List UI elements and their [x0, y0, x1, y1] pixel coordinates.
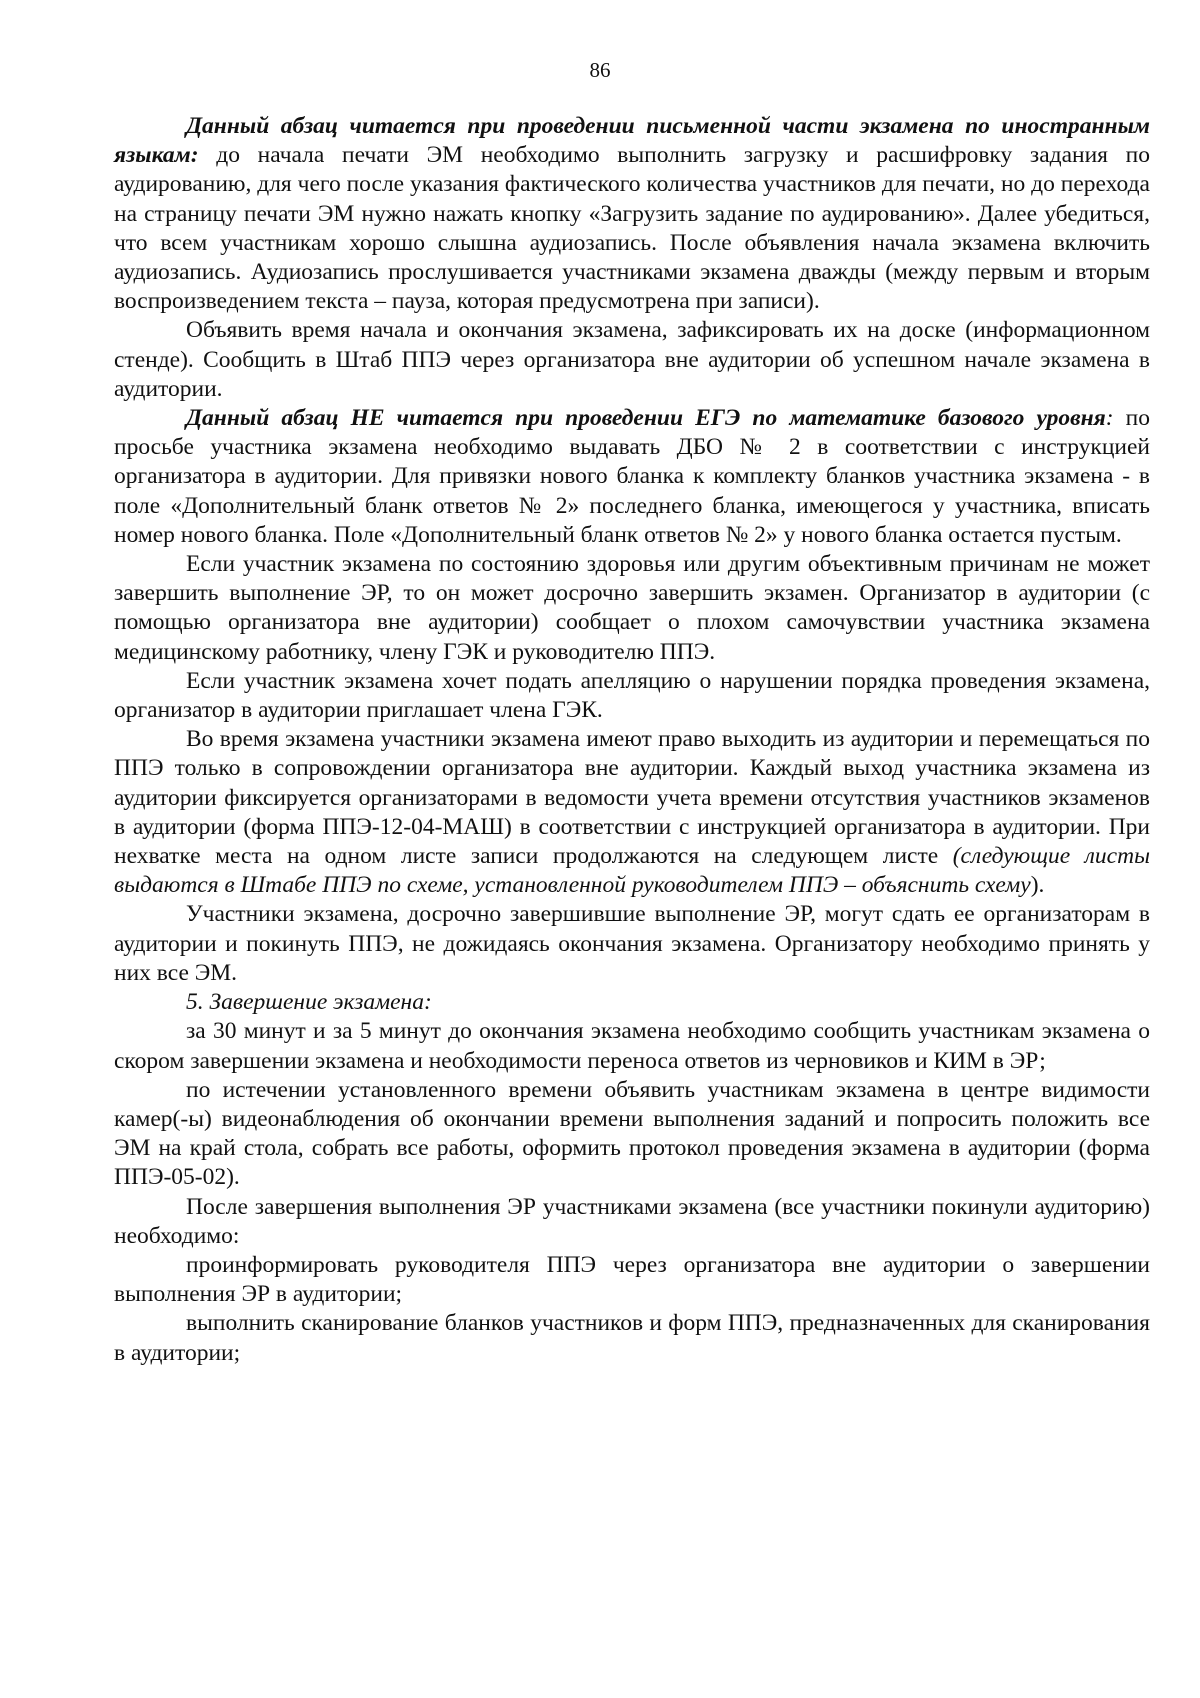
- paragraph-after-completion: После завершения выполнения ЭР участниками экзамена (все участники покинули аудиторию) необходимо:: [114, 1193, 1150, 1249]
- paragraph-time-expired: по истечении установленного времени объявить участникам экзамена в центре видимости камер(-ы) видеонаблюдения об окончании времени выполнения заданий и попросить положить все ЭМ на край стола, собрать все работы, оформить протокол проведения экзамена в аудитории (форма ППЭ-05-02).: [114, 1076, 1150, 1191]
- paragraph-inform-head: проинформировать руководителя ППЭ через организатора вне аудитории о завершении выполнения ЭР в аудитории;: [114, 1251, 1150, 1308]
- paragraph-italic-note: (следующие листы выдаются в Штабе ППЭ по схеме, установленной руководителем ППЭ – объяснить схему: [114, 843, 1150, 899]
- paragraph-lead-colon: :: [1105, 405, 1114, 432]
- paragraph-text: по просьбе участника экзамена необходимо выдавать ДБО № 2 в соответствии с инструкцией организатора в аудитории. Для привязки нового бланка к комплекту бланков участника экзамена - в поле «Дополнительный бланк ответов № 2» последнего бланка, имеющегося у участника, вписать номер нового бланка. Поле «Дополнительный бланк ответов № 2» у нового бланка остается пустым.: [114, 405, 1151, 548]
- document-body: [114, 112, 1150, 1368]
- paragraph-text: Во время экзамена участники экзамена имеют право выходить из аудитории и перемещаться по ППЭ только в сопровождении организатора вне аудитории. Каждый выход участника экзамена из аудитории фиксируется организаторами в ведомости учета времени отсутствия участников экзаменов в аудитории (форма ППЭ-12-04-МАШ) в соответствии с инструкцией организатора в аудитории. При нехватке места на одном листе записи продолжаются на следующем листе: [114, 726, 1150, 870]
- paragraph-extra-answer-sheet: [114, 404, 1150, 550]
- paragraph-text: до начала печати ЭМ необходимо выполнить загрузку и расшифровку задания по аудированию, для чего после указания фактического количества участников для печати, но до перехода на страницу печати ЭМ нужно нажать кнопку «Загрузить задание по аудированию». Далее убедиться, что всем участникам хорошо слышна аудиозапись. После объявления начала экзамена включить аудиозапись. Аудиозапись прослушивается участниками экзамена дважды (между первым и вторым воспроизведением текста – пауза, которая предусмотрена при записи).: [114, 142, 1150, 315]
- paragraph-health-early-finish: Если участник экзамена по состоянию здоровья или другим объективным причинам не может завершить выполнение ЭР, то он может досрочно завершить экзамен. Организатор в аудитории (с помощью организатора вне аудитории) сообщает о плохом самочувствии участника экзамена медицинскому работнику, члену ГЭК и руководителю ППЭ.: [114, 551, 1150, 665]
- paragraph-scanning: выполнить сканирование бланков участников и форм ППЭ, предназначенных для сканирования в аудитории;: [114, 1310, 1150, 1366]
- page-number: 86: [589, 58, 611, 82]
- section-heading-exam-completion: 5. Завершение экзамена:: [186, 989, 432, 1016]
- paragraph-early-submit: Участники экзамена, досрочно завершившие выполнение ЭР, могут сдать ее организаторам в аудитории и покинуть ППЭ, не дожидаясь окончания экзамена. Организатору необходимо принять у них все ЭМ.: [114, 901, 1150, 986]
- paragraph-time-warning: за 30 минут и за 5 минут до окончания экзамена необходимо сообщить участникам экзамена о скором завершении экзамена и необходимости переноса ответов из черновиков и КИМ в ЭР;: [114, 1018, 1150, 1074]
- paragraph-leaving-room: [114, 725, 1150, 900]
- paragraph-tail: ).: [1030, 872, 1045, 899]
- paragraph-appeal: Если участник экзамена хочет подать апелляцию о нарушении порядка проведения экзамена, организатор в аудитории приглашает члена ГЭК.: [114, 667, 1150, 724]
- paragraph-listening-instructions: [114, 112, 1150, 316]
- paragraph-announce-time: Объявить время начала и окончания экзамена, зафиксировать их на доске (информационном стенде). Сообщить в Штаб ППЭ через организатора вне аудитории об успешном начале экзамена в аудитории.: [114, 317, 1150, 402]
- paragraph-lead-math-base: Данный абзац НЕ читается при проведении ЕГЭ по математике базового уровня: [186, 405, 1106, 432]
- paragraph-lead-foreign-languages: Данный абзац читается при проведении письменной части экзамена по иностранным языкам:: [114, 113, 1150, 169]
